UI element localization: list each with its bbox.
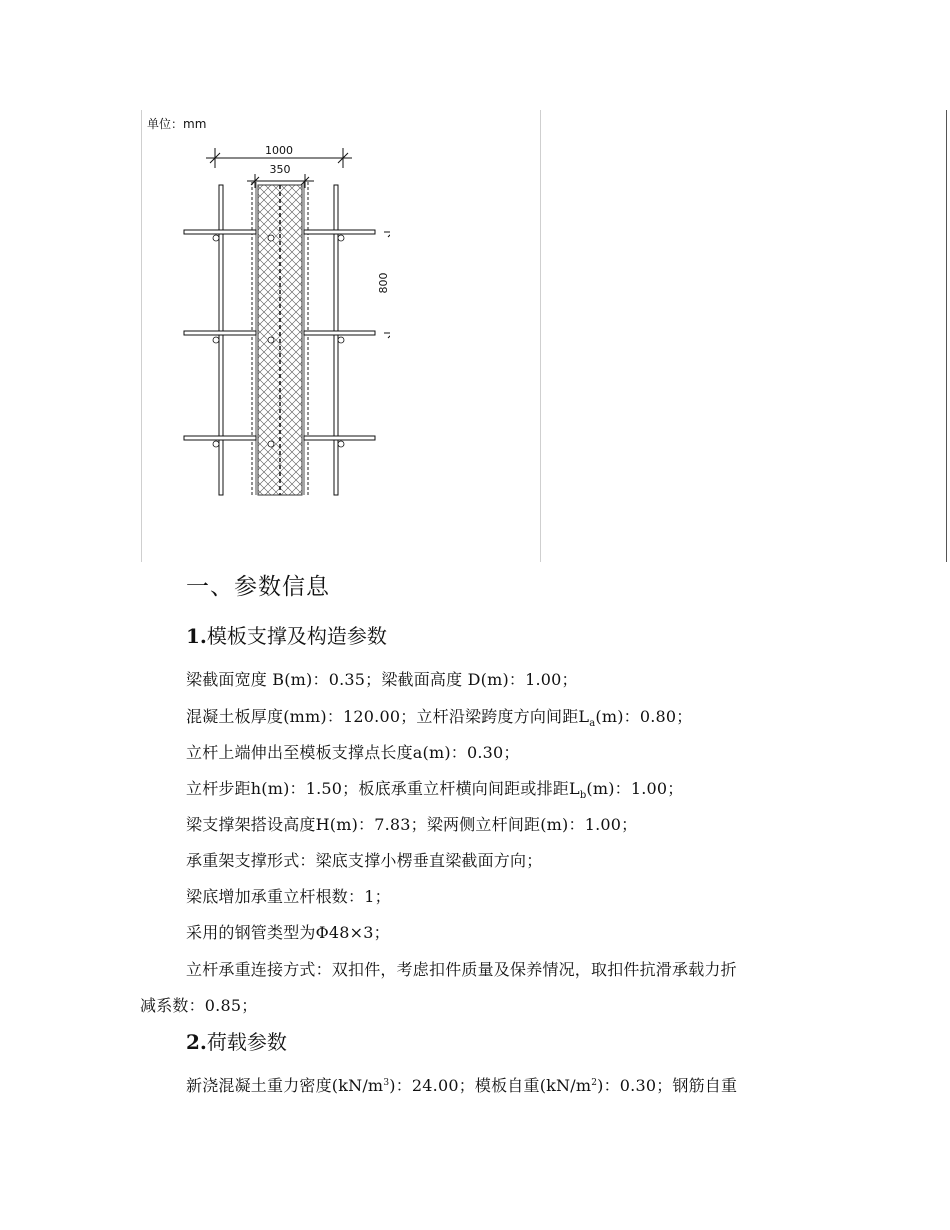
dimension-beam-label: 350 xyxy=(269,163,291,176)
right-frame-line xyxy=(946,110,947,562)
subsection-2-text: 荷载参数 xyxy=(206,1030,287,1054)
scaffold-plan-diagram xyxy=(140,108,390,503)
subsection-1-number: 1. xyxy=(186,624,207,648)
param-line-8: 采用的钢管类型为Φ48×3； xyxy=(186,923,390,942)
load-line-1: 新浇混凝土重力密度$(kN/m^3)$：24.00；模板自重$(kN/m^2)$：0.30；钢筋自重 xyxy=(186,1076,738,1095)
param-line-4: 立杆步距h(m)：1.50；板底承重立杆横向间距或排距$L_b(m)$：1.00； xyxy=(186,779,684,801)
subsection-1-heading xyxy=(186,620,387,649)
param-line-2: 混凝土板厚度(mm)：120.00；立杆沿梁跨度方向间距$L_a(m)$：0.80； xyxy=(186,707,693,729)
dimension-spacing-label: 800 xyxy=(377,272,390,294)
param-line-7: 梁底增加承重立杆根数：1； xyxy=(186,887,391,906)
param-line-9: 立杆承重连接方式：双扣件，考虑扣件质量及保养情况，取扣件抗滑承载力折 xyxy=(186,960,737,979)
unit-label: 单位：mm xyxy=(147,117,207,131)
param-line-3: 立杆上端伸出至模板支撑点长度a(m)：0.30； xyxy=(186,743,520,762)
param-line-1: 梁截面宽度 B(m)：0.35；梁截面高度 D(m)：1.00； xyxy=(186,670,578,689)
param-line-5: 梁支撑架搭设高度H(m)：7.83；梁两侧立杆间距(m)：1.00； xyxy=(186,815,638,834)
subsection-1-text: 模板支撑及构造参数 xyxy=(206,624,387,648)
dimension-total-label: 1000 xyxy=(265,144,293,157)
param-line-10: 减系数：0.85； xyxy=(140,996,258,1015)
subsection-2-heading xyxy=(186,1026,287,1055)
subsection-2-number: 2. xyxy=(186,1030,207,1054)
section-title: 一、参数信息 xyxy=(186,574,330,600)
middle-frame-line xyxy=(540,110,541,562)
param-line-6: 承重架支撑形式：梁底支撑小楞垂直梁截面方向； xyxy=(186,851,543,870)
